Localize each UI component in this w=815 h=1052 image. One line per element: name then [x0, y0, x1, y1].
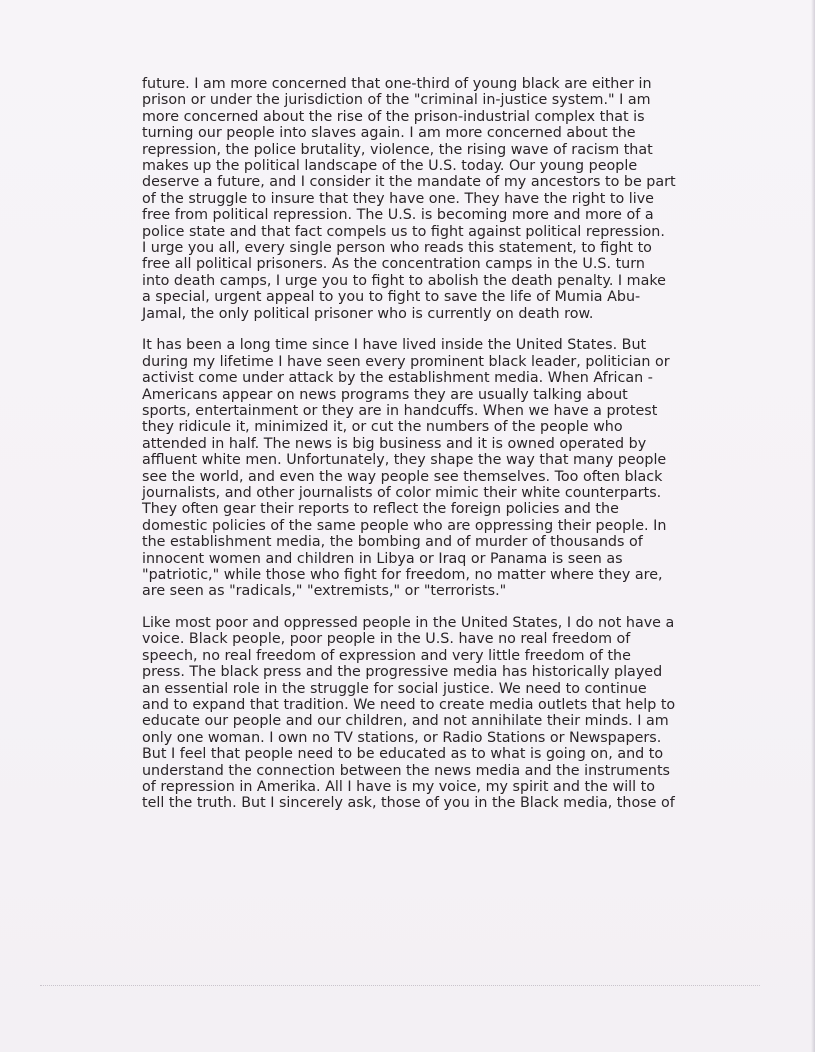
text-line: of the struggle to insure that they have one. They have the right to live	[142, 190, 654, 207]
text-line: turning our people into slaves again. I am more concerned about the	[142, 125, 636, 142]
text-line: repression, the police brutality, violence, the rising wave of racism that	[142, 141, 653, 158]
text-line: deserve a future, and I consider it the mandate of my ancestors to be part	[142, 174, 676, 191]
text-line: They often gear their reports to reflect the foreign policies and the	[142, 501, 619, 518]
text-line: are seen as "radicals," "extremists," or "terrorists."	[142, 583, 507, 600]
text-line: Americans appear on news programs they are usually talking about	[142, 386, 628, 403]
text-line: free from political repression. The U.S. is becoming more and more of a	[142, 207, 654, 224]
text-line: an essential role in the struggle for social justice. We need to continue	[142, 680, 647, 697]
text-line: the establishment media, the bombing and of murder of thousands of	[142, 534, 643, 551]
text-line: free all political prisoners. As the concentration camps in the U.S. turn	[142, 256, 645, 273]
text-line: a special, urgent appeal to you to fight to save the life of Mumia Abu-	[142, 289, 641, 306]
text-line: police state and that fact compels us to fight against political repression.	[142, 223, 665, 240]
text-line: affluent white men. Unfortunately, they shape the way that many people	[142, 452, 667, 469]
text-line: makes up the political landscape of the U.S. today. Our young people	[142, 158, 638, 175]
text-line: future. I am more concerned that one-third of young black are either in	[142, 76, 652, 92]
text-line: of repression in Amerika. All I have is my voice, my spirit and the will to	[142, 779, 656, 796]
text-line: journalists, and other journalists of color mimic their white counterparts.	[142, 484, 662, 501]
text-line: activist come under attack by the establishment media. When African -	[142, 370, 653, 387]
text-line: sports, entertainment or they are in handcuffs. When we have a protest	[142, 402, 658, 419]
document-body	[142, 76, 687, 812]
text-line: speech, no real freedom of expression and very little freedom of the	[142, 647, 631, 664]
text-line: only one woman. I own no TV stations, or Radio Stations or Newspapers.	[142, 729, 662, 746]
text-line: I urge you all, every single person who reads this statement, to fight to	[142, 240, 652, 257]
text-line: during my lifetime I have seen every prominent black leader, politician or	[142, 353, 670, 370]
paragraph-2	[142, 337, 687, 600]
text-line: But I feel that people need to be educated as to what is going on, and to	[142, 746, 664, 763]
text-line: understand the connection between the news media and the instruments	[142, 762, 671, 779]
text-line: Like most poor and oppressed people in the United States, I do not have a	[142, 614, 675, 631]
text-line: press. The black press and the progressive media has historically played	[142, 664, 663, 681]
scan-artifact-divider	[40, 985, 760, 986]
text-line: into death camps, I urge you to fight to abolish the death penalty. I make	[142, 272, 666, 289]
text-line: see the world, and even the way people see themselves. Too often black	[142, 468, 663, 485]
paragraph-1	[142, 76, 687, 322]
text-line: educate our people and our children, and not annihilate their minds. I am	[142, 713, 669, 730]
text-line: voice. Black people, poor people in the U.S. have no real freedom of	[142, 631, 631, 648]
text-line: innocent women and children in Libya or Iraq or Panama is seen as	[142, 550, 623, 567]
paragraph-3	[142, 615, 687, 812]
text-line: they ridicule it, minimized it, or cut the numbers of the people who	[142, 419, 623, 436]
text-line: more concerned about the rise of the prison-industrial complex that is	[142, 108, 645, 125]
text-line: "patriotic," while those who fight for freedom, no matter where they are,	[142, 566, 663, 583]
text-line: prison or under the jurisdiction of the "criminal in-justice system." I am	[142, 92, 651, 109]
text-line: attended in half. The news is big business and it is owned operated by	[142, 435, 647, 452]
text-line: domestic policies of the same people who are oppressing their people. In	[142, 517, 667, 534]
text-line: and to expand that tradition. We need to create media outlets that help to	[142, 697, 676, 713]
text-line: It has been a long time since I have lived inside the United States. But	[142, 337, 647, 354]
text-line: tell the truth. But I sincerely ask, those of you in the Black media, those of	[142, 795, 675, 812]
text-line: Jamal, the only political prisoner who is currently on death row.	[142, 305, 594, 322]
